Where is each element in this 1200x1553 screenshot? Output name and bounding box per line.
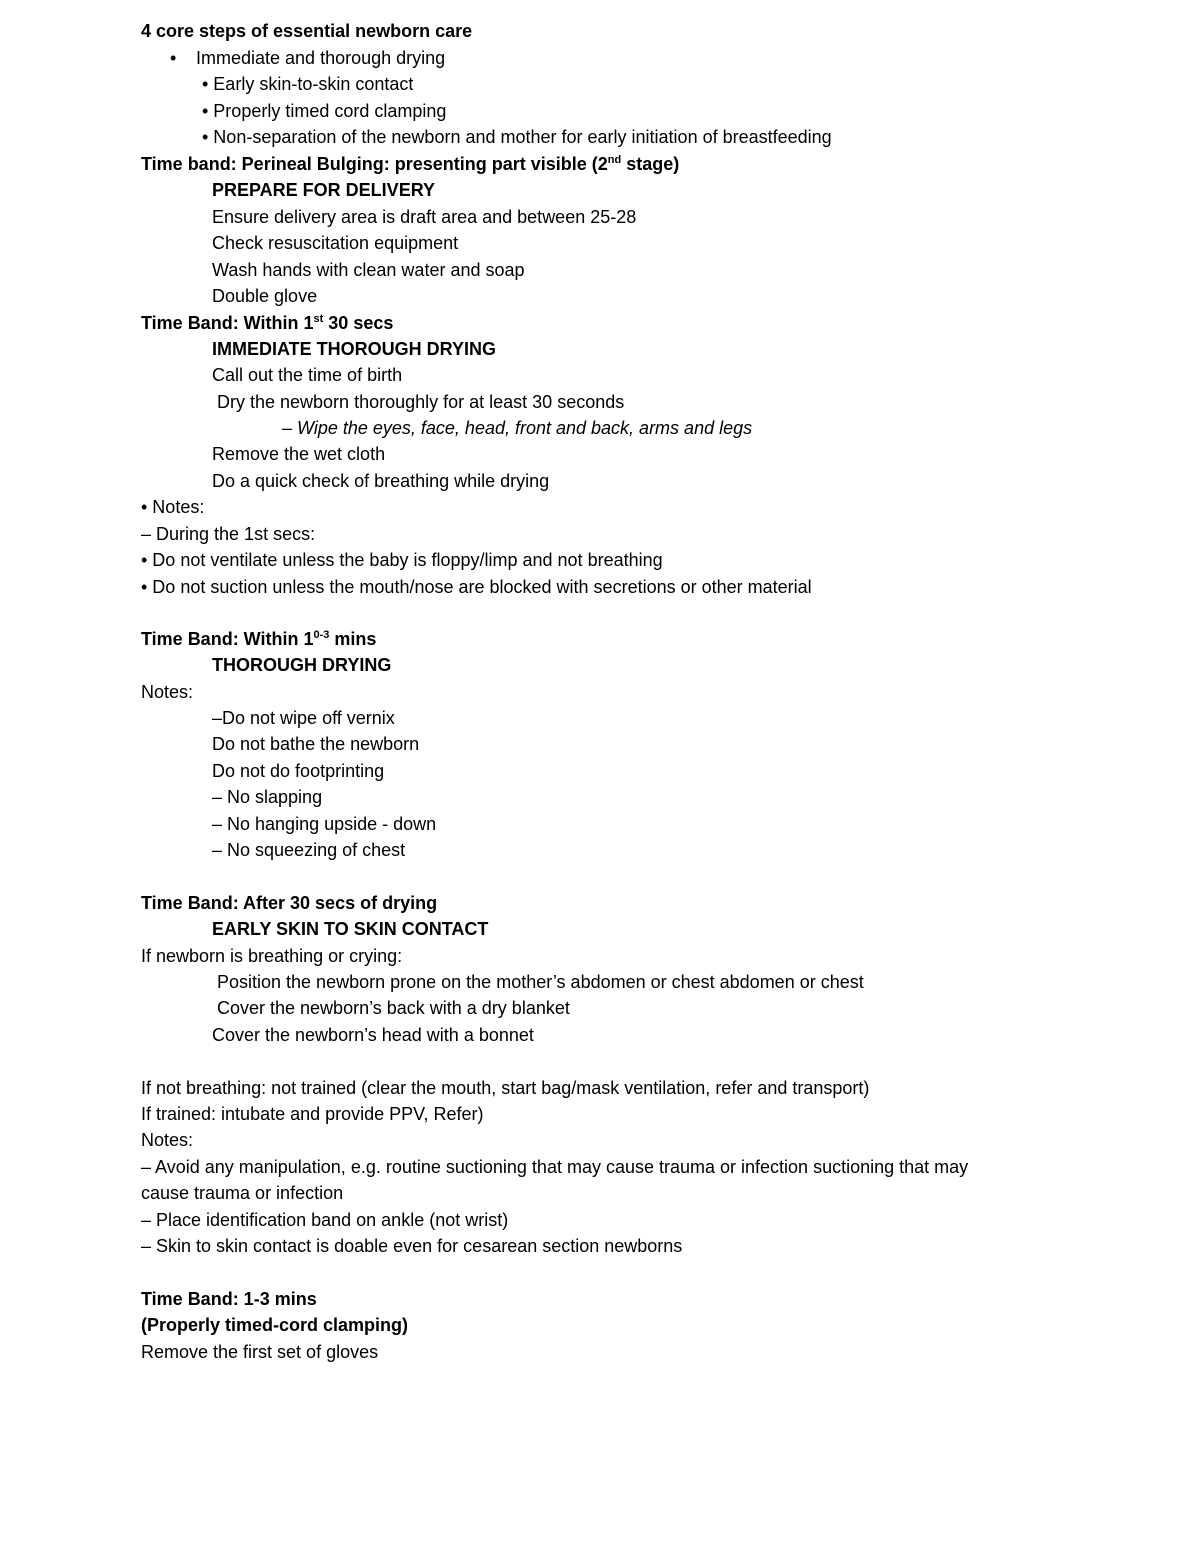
list-item: If trained: intubate and provide PPV, Refer) <box>141 1104 484 1124</box>
notes-label: Notes: <box>141 1130 194 1150</box>
list-item: –Do not wipe off vernix <box>212 708 395 728</box>
list-item: – No slapping <box>212 787 323 807</box>
list-item: If not breathing: not trained (clear the mouth, start bag/mask ventilation, refer and transport) <box>141 1078 870 1098</box>
list-item: Remove the first set of gloves <box>141 1342 379 1362</box>
bullet-icon: • <box>170 48 177 68</box>
list-item: Wash hands with clean water and soap <box>212 260 525 280</box>
skin-to-skin-subheading: EARLY SKIN TO SKIN CONTACT <box>212 919 489 939</box>
core-step-1: • Immediate and thorough drying <box>170 45 445 71</box>
list-item: Position the newborn prone on the mother’s abdomen or chest abdomen or chest <box>217 972 864 992</box>
list-item: If newborn is breathing or crying: <box>141 946 403 966</box>
time-band-0-3-mins-heading: Time Band: Within 1$^{0-3}$ mins <box>141 629 377 649</box>
list-item: Ensure delivery area is draft area and between 25-28 <box>212 207 637 227</box>
list-item: Dry the newborn thoroughly for at least 30 seconds <box>217 392 625 412</box>
list-item: Check resuscitation equipment <box>212 233 459 253</box>
list-item: Double glove <box>212 286 318 306</box>
immediate-drying-subheading: IMMEDIATE THOROUGH DRYING <box>212 339 496 359</box>
core-step-2: • Early skin-to-skin contact <box>202 74 414 94</box>
notes-label: • Notes: <box>141 497 205 517</box>
list-item: Call out the time of birth <box>212 365 403 385</box>
core-step-4: • Non-separation of the newborn and mother for early initiation of breastfeeding <box>202 127 832 147</box>
list-item: • Do not suction unless the mouth/nose are blocked with secretions or other material <box>141 577 812 597</box>
list-item: Cover the newborn’s back with a dry blanket <box>217 998 570 1018</box>
list-item: – No squeezing of chest <box>212 840 406 860</box>
list-item: Cover the newborn’s head with a bonnet <box>212 1025 534 1045</box>
list-item: – No hanging upside - down <box>212 814 437 834</box>
list-item: • Do not ventilate unless the baby is floppy/limp and not breathing <box>141 550 663 570</box>
list-item: – Wipe the eyes, face, head, front and back, arms and legs <box>282 418 753 438</box>
notes-label: Notes: <box>141 682 194 702</box>
list-item: cause trauma or infection <box>141 1183 344 1203</box>
list-item: Do a quick check of breathing while drying <box>212 471 550 491</box>
prepare-for-delivery-subheading: PREPARE FOR DELIVERY <box>212 180 436 200</box>
list-item: Remove the wet cloth <box>212 444 386 464</box>
thorough-drying-subheading: THOROUGH DRYING <box>212 655 392 675</box>
core-steps-title: 4 core steps of essential newborn care <box>141 21 473 41</box>
time-band-perineal-heading: Time band: Perineal Bulging: presenting part visible (2nd stage) <box>141 154 680 174</box>
list-item: Do not bathe the newborn <box>212 734 420 754</box>
list-item: – During the 1st secs: <box>141 524 316 544</box>
core-step-3: • Properly timed cord clamping <box>202 101 447 121</box>
cord-clamping-subheading: (Properly timed-cord clamping) <box>141 1315 409 1335</box>
list-item: – Avoid any manipulation, e.g. routine suctioning that may cause trauma or infection suctioning that may <box>141 1157 969 1177</box>
list-item: – Skin to skin contact is doable even for cesarean section newborns <box>141 1236 683 1256</box>
list-item: Do not do footprinting <box>212 761 385 781</box>
time-band-30-secs-heading: Time Band: Within 1st 30 secs <box>141 313 394 333</box>
time-band-after-drying-heading: Time Band: After 30 secs of drying <box>141 893 438 913</box>
list-item: – Place identification band on ankle (not wrist) <box>141 1210 509 1230</box>
time-band-1-3-mins-heading: Time Band: 1-3 mins <box>141 1289 317 1309</box>
